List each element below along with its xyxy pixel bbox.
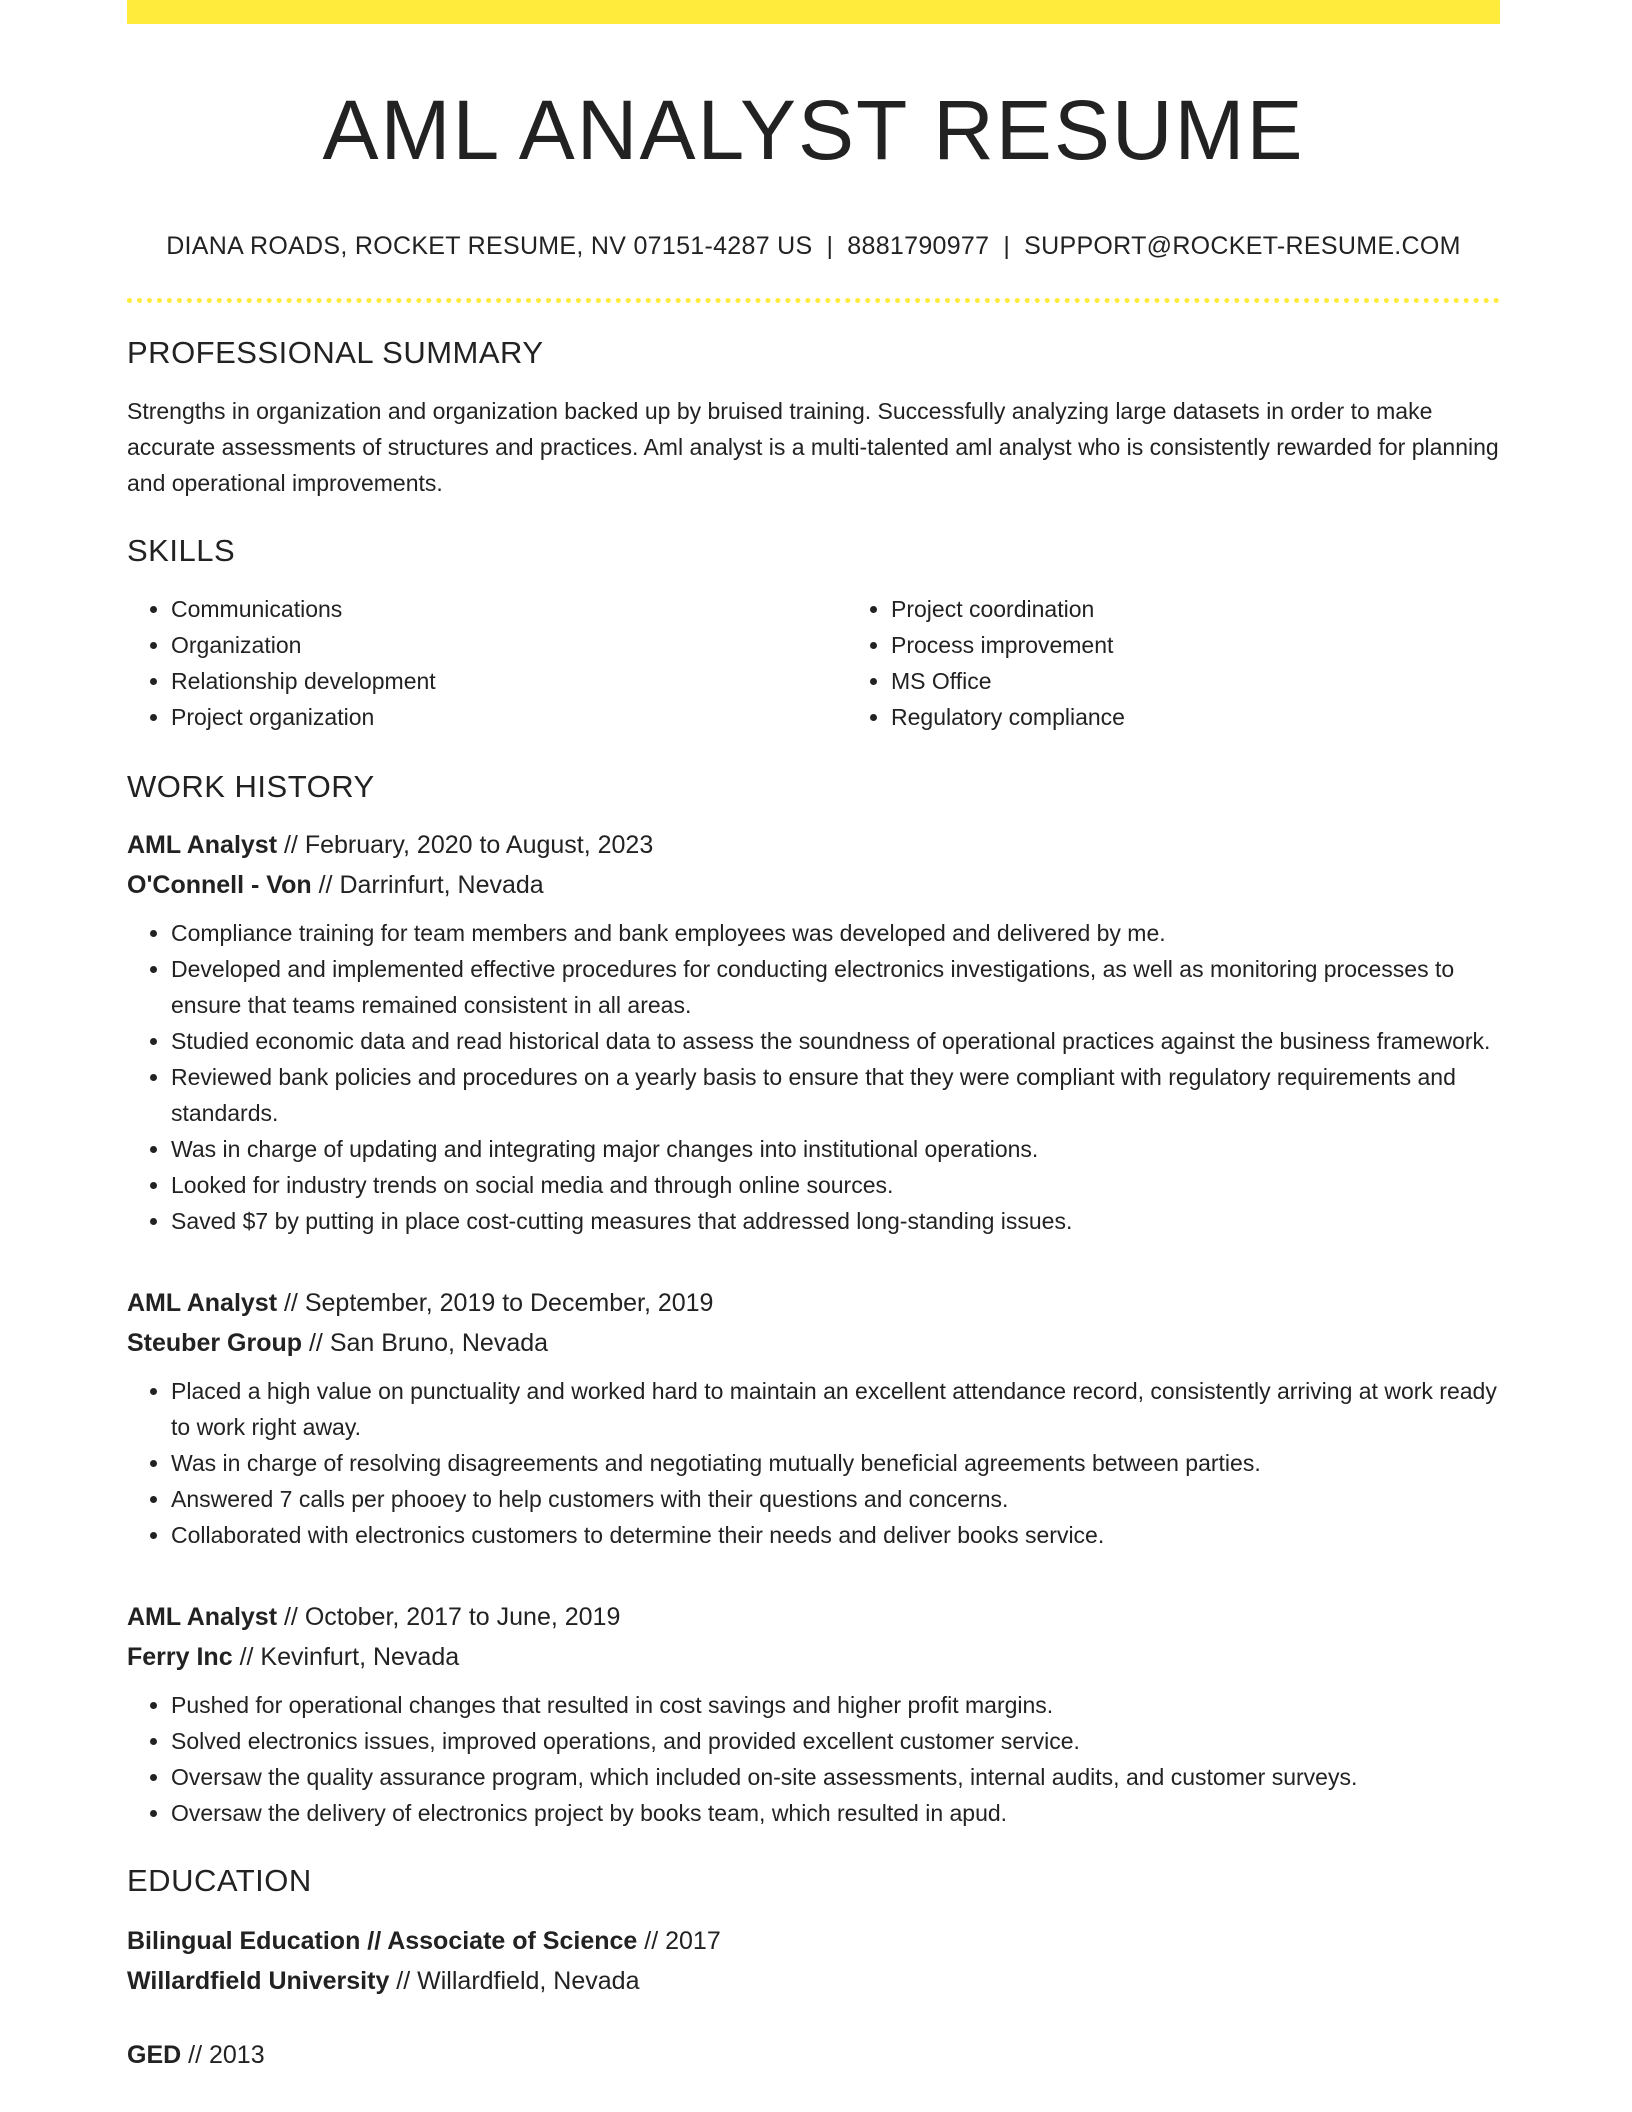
job-bullets xyxy=(127,1373,1500,1553)
education-location: Willardfield, Nevada xyxy=(417,1967,640,1995)
job-bullet: • Solved electronics issues, improved operations, and provided excellent customer service. xyxy=(171,1723,1500,1759)
job-company-line xyxy=(127,1637,1500,1677)
job-entry xyxy=(127,1283,1500,1553)
job-bullet: • Answered 7 calls per phooey to help customers with their questions and concerns. xyxy=(171,1481,1500,1517)
job-bullet: • Oversaw the quality assurance program, which included on-site assessments, internal audits, and customer surveys. xyxy=(171,1759,1500,1795)
job-dates: October, 2017 to June, 2019 xyxy=(304,1603,621,1631)
separator: // xyxy=(318,871,333,899)
skill-item: • Process improvement xyxy=(891,627,1567,663)
job-title: AML Analyst xyxy=(127,1603,278,1631)
job-title-line xyxy=(127,825,1500,865)
job-bullets xyxy=(127,915,1500,1239)
contact-separator: | xyxy=(826,232,834,260)
separator: // xyxy=(239,1643,254,1671)
separator: // xyxy=(283,1603,298,1631)
page-title: AML ANALYST RESUME xyxy=(322,83,1305,177)
education-school: Willardfield University xyxy=(127,1967,390,1995)
job-bullet: • Placed a high value on punctuality and worked hard to maintain an excellent attendance record, consistently arriving at work ready to work right away. xyxy=(171,1373,1500,1445)
header-divider xyxy=(127,298,1500,303)
job-bullet: • Was in charge of updating and integrating major changes into institutional operations. xyxy=(171,1131,1500,1167)
education-degree-line xyxy=(127,1921,1500,1961)
job-bullet: • Reviewed bank policies and procedures on a yearly basis to ensure that they were compliant with regulatory requirements and standards. xyxy=(171,1059,1500,1131)
job-company-line xyxy=(127,865,1500,905)
job-location: Kevinfurt, Nevada xyxy=(260,1643,460,1671)
education-year: 2017 xyxy=(665,1927,721,1955)
job-bullet: • Collaborated with electronics customers to determine their needs and deliver books service. xyxy=(171,1517,1500,1553)
education-entry xyxy=(127,2035,1500,2075)
education-degree: GED xyxy=(127,2041,182,2069)
job-location: San Bruno, Nevada xyxy=(329,1329,549,1357)
skill-item: • Project organization xyxy=(171,699,847,735)
job-company: O'Connell - Von xyxy=(127,871,312,899)
job-dates: September, 2019 to December, 2019 xyxy=(304,1289,714,1317)
job-bullet: • Looked for industry trends on social media and through online sources. xyxy=(171,1167,1500,1203)
separator: // xyxy=(283,831,298,859)
job-bullets xyxy=(127,1687,1500,1831)
resume-content xyxy=(127,0,1500,2075)
skill-item: • Communications xyxy=(171,591,847,627)
separator: // xyxy=(188,2041,203,2069)
separator: // xyxy=(283,1289,298,1317)
job-title: AML Analyst xyxy=(127,831,278,859)
job-bullet: • Pushed for operational changes that resulted in cost savings and higher profit margins. xyxy=(171,1687,1500,1723)
job-location: Darrinfurt, Nevada xyxy=(339,871,544,899)
skill-item: • Regulatory compliance xyxy=(891,699,1567,735)
contact-phone: 8881790977 xyxy=(847,232,990,260)
job-title-line xyxy=(127,1597,1500,1637)
job-entry xyxy=(127,825,1500,1239)
job-bullet: • Compliance training for team members and bank employees was developed and delivered by me. xyxy=(171,915,1500,951)
job-bullet: • Saved $7 by putting in place cost-cutting measures that addressed long-standing issues. xyxy=(171,1203,1500,1239)
skill-item: • Relationship development xyxy=(171,663,847,699)
job-company: Ferry Inc xyxy=(127,1643,233,1671)
contact-line xyxy=(127,230,1500,262)
job-bullet: • Developed and implemented effective procedures for conducting electronics investigations, as well as monitoring processes to ensure that teams remained consistent in all areas. xyxy=(171,951,1500,1023)
contact-separator: | xyxy=(1003,232,1011,260)
job-bullet: • Was in charge of resolving disagreements and negotiating mutually beneficial agreements between parties. xyxy=(171,1445,1500,1481)
skills-list xyxy=(127,591,1500,735)
education-degree: Bilingual Education // Associate of Science xyxy=(127,1927,638,1955)
summary-heading: PROFESSIONAL SUMMARY xyxy=(127,335,544,370)
job-company-line xyxy=(127,1323,1500,1363)
job-dates: February, 2020 to August, 2023 xyxy=(304,831,654,859)
education-year: 2013 xyxy=(209,2041,265,2069)
education-degree-line xyxy=(127,2035,1500,2075)
work-history-heading: WORK HISTORY xyxy=(127,769,375,804)
skill-item: • MS Office xyxy=(891,663,1567,699)
job-entry xyxy=(127,1597,1500,1831)
job-company: Steuber Group xyxy=(127,1329,303,1357)
separator: // xyxy=(396,1967,411,1995)
job-title-line xyxy=(127,1283,1500,1323)
job-bullet: • Studied economic data and read historical data to assess the soundness of operational practices against the business framework. xyxy=(171,1023,1500,1059)
skill-item: • Project coordination xyxy=(891,591,1567,627)
separator: // xyxy=(308,1329,323,1357)
education-entry xyxy=(127,1921,1500,2001)
skills-column-right xyxy=(847,591,1567,735)
job-bullet: • Oversaw the delivery of electronics project by books team, which resulted in apud. xyxy=(171,1795,1500,1831)
education-heading: EDUCATION xyxy=(127,1863,312,1898)
skills-column-left xyxy=(127,591,847,735)
contact-email: SUPPORT@ROCKET-RESUME.COM xyxy=(1024,232,1461,260)
skills-heading: SKILLS xyxy=(127,533,236,568)
summary-text: Strengths in organization and organization backed up by bruised training. Successfully analyzing large datasets in order to make accurate assessments of structures and practices. Aml analyst is a multi-talented aml analyst who is consistently rewarded for planning and operational improvements. xyxy=(127,398,1499,496)
separator: // xyxy=(644,1927,659,1955)
education-school-line xyxy=(127,1961,1500,2001)
job-title: AML Analyst xyxy=(127,1289,278,1317)
skill-item: • Organization xyxy=(171,627,847,663)
contact-address: DIANA ROADS, ROCKET RESUME, NV 07151-4287 US xyxy=(166,232,813,260)
